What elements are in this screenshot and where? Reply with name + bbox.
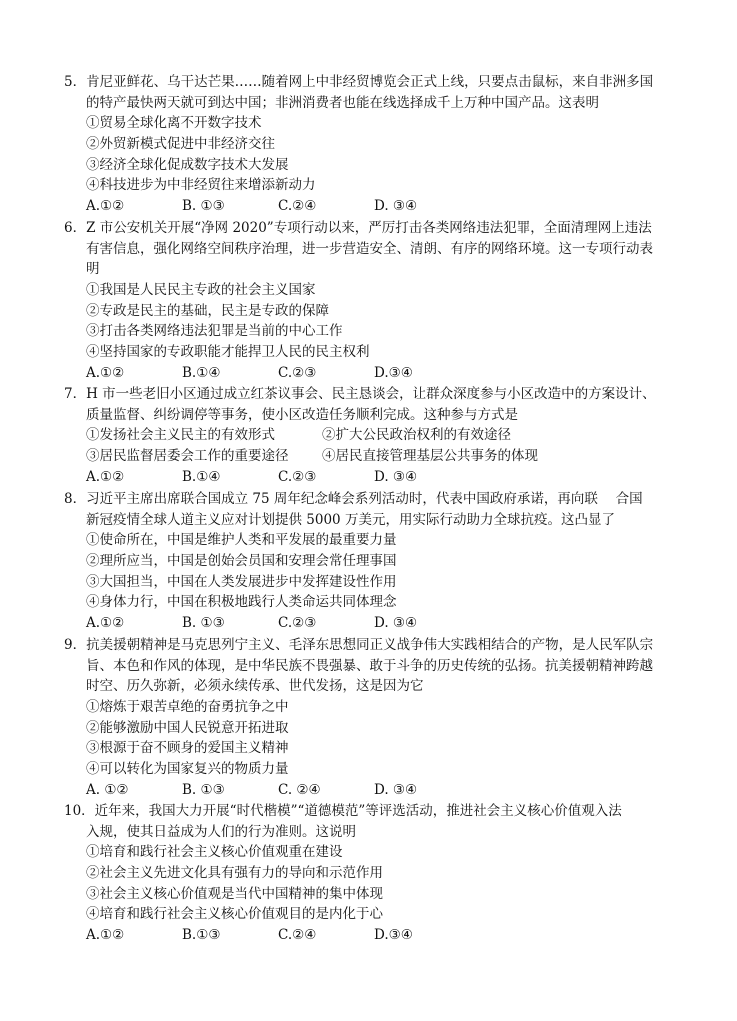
option-a: A.①② xyxy=(86,468,125,485)
statement-item: ④培育和践行社会主义核心价值观目的是内化于心 xyxy=(86,906,383,923)
question-9 xyxy=(64,635,684,801)
question-stem-line: 旨、本色和作风的体现，是中华民族不畏强暴、敢于斗争的历史传统的弘扬。抗美援朝精神跨越 xyxy=(86,657,653,674)
option-b: B. ①③ xyxy=(182,615,225,632)
question-stem-line: 的特产最快两天就可到达中国；非洲消费者也能在线选择成千上万种中国产品。这表明 xyxy=(86,94,599,111)
statement-item: ①使命所在，中国是维护人类和平发展的最重要力量 xyxy=(86,532,397,549)
statement-item: ④居民直接管理基层公共事务的体现 xyxy=(322,448,538,465)
statement-item: ②专政是民主的基础，民主是专政的保障 xyxy=(86,302,329,319)
question-7 xyxy=(64,384,684,487)
question-stem-line: 新冠疫情全球人道主义应对计划提供 5000 万美元，用实际行动助力全球抗疫。这凸显了 xyxy=(86,511,615,528)
option-a: A.①② xyxy=(86,198,125,215)
answer-options xyxy=(64,363,684,384)
option-d: D. ③④ xyxy=(374,615,418,632)
option-d: D. ③④ xyxy=(374,781,418,798)
option-d: D. ③④ xyxy=(374,468,418,485)
option-a: A.①② xyxy=(86,927,125,944)
option-c: C.②④ xyxy=(278,927,317,944)
answer-options xyxy=(64,780,684,801)
question-stem-line: 7．H 市一些老旧小区通过成立红茶议事会、民主恳谈会，让群众深度参与小区改造中的方案设计、 xyxy=(64,386,656,402)
statement-item: ①发扬社会主义民主的有效形式 xyxy=(86,427,275,444)
option-c: C.②④ xyxy=(278,198,317,215)
option-b: B.①③ xyxy=(182,927,221,944)
option-b: B.①④ xyxy=(182,364,221,381)
option-a: A.①② xyxy=(86,615,125,632)
statement-pair xyxy=(64,425,684,446)
question-stem-line: 6．Z 市公安机关开展“净网 2020”专项行动以来，严厉打击各类网络违法犯罪，全面清理网上违法 xyxy=(64,220,652,236)
question-stem-line: 时空、历久弥新，必须永续传承、世代发扬，这是因为它 xyxy=(86,678,424,695)
statement-item: ④身体力行，中国在积极地践行人类命运共同体理念 xyxy=(86,594,397,611)
option-b: B. ①③ xyxy=(182,198,225,215)
statement-item: ④坚持国家的专政职能才能捍卫人民的民主权利 xyxy=(86,344,370,361)
question-stem-line: 10．近年来，我国大力开展“时代楷模”“道德模范”等评选活动，推进社会主义核心价值观入法 xyxy=(64,803,622,819)
statement-item: ③居民监督居委会工作的重要途径 xyxy=(86,448,289,465)
statement-item: ③经济全球化促成数字技术大发展 xyxy=(86,156,289,173)
statement-item: ③社会主义核心价值观是当代中国精神的集中体现 xyxy=(86,885,383,902)
option-d: D. ③④ xyxy=(374,198,418,215)
option-c: C.②③ xyxy=(278,468,317,485)
question-stem-line: 有害信息，强化网络空间秩序治理，进一步营造安全、清朗、有序的网络环境。这一专项行动表 xyxy=(86,240,653,257)
question-8 xyxy=(64,489,684,634)
statement-item: ④可以转化为国家复兴的物质力量 xyxy=(86,761,289,778)
answer-options xyxy=(64,196,684,217)
statement-item: ②外贸新模式促进中非经济交往 xyxy=(86,136,275,153)
question-stem-line: 8．习近平主席出席联合国成立 75 周年纪念峰会系列活动时，代表中国政府承诺，再向联 合国 xyxy=(64,491,643,507)
statement-item: ④科技进步为中非经贸往来增添新动力 xyxy=(86,177,316,194)
answer-options xyxy=(64,613,684,634)
option-c: C. ②④ xyxy=(278,781,321,798)
question-stem-line: 9．抗美援朝精神是马克思列宁主义、毛泽东思想同正义战争伟大实践相结合的产物，是人民军队宗 xyxy=(64,637,654,653)
answer-options xyxy=(64,467,684,488)
question-stem-line: 入规，使其日益成为人们的行为准则。这说明 xyxy=(86,823,356,840)
question-stem-line: 质量监督、纠纷调停等事务，使小区改造任务顺利完成。这种参与方式是 xyxy=(86,406,518,423)
question-10 xyxy=(64,801,684,946)
statement-item: ③打击各类网络违法犯罪是当前的中心工作 xyxy=(86,323,343,340)
question-stem-line: 5．肯尼亚鲜花、乌干达芒果……随着网上中非经贸博览会正式上线，只要点击鼠标，来自非洲多国 xyxy=(64,74,654,90)
option-a: A. ①② xyxy=(86,781,129,798)
statement-item: ①培育和践行社会主义核心价值观重在建设 xyxy=(86,844,343,861)
statement-item: ②理所应当，中国是创始会员国和安理会常任理事国 xyxy=(86,553,397,570)
question-stem-line: 明 xyxy=(86,261,100,278)
option-a: A.①② xyxy=(86,364,125,381)
statement-item: ①贸易全球化离不开数字技术 xyxy=(86,115,262,132)
option-b: B.①④ xyxy=(182,468,221,485)
option-d: D.③④ xyxy=(374,927,413,944)
answer-options xyxy=(64,925,684,946)
statement-pair xyxy=(64,446,684,467)
question-5 xyxy=(64,72,684,217)
option-c: C.②③ xyxy=(278,615,317,632)
option-d: D.③④ xyxy=(374,364,413,381)
option-b: B. ①③ xyxy=(182,781,225,798)
statement-item: ③根源于奋不顾身的爱国主义精神 xyxy=(86,740,289,757)
statement-item: ①熔炼于艰苦卓绝的奋勇抗争之中 xyxy=(86,699,289,716)
statement-item: ②扩大公民政治权利的有效途径 xyxy=(322,427,511,444)
option-c: C.②③ xyxy=(278,364,317,381)
statement-item: ③大国担当，中国在人类发展进步中发挥建设性作用 xyxy=(86,573,397,590)
statement-item: ②社会主义先进文化具有强有力的导向和示范作用 xyxy=(86,865,383,882)
statement-item: ②能够激励中国人民锐意开拓进取 xyxy=(86,719,289,736)
question-6 xyxy=(64,218,684,384)
statement-item: ①我国是人民民主专政的社会主义国家 xyxy=(86,282,316,299)
